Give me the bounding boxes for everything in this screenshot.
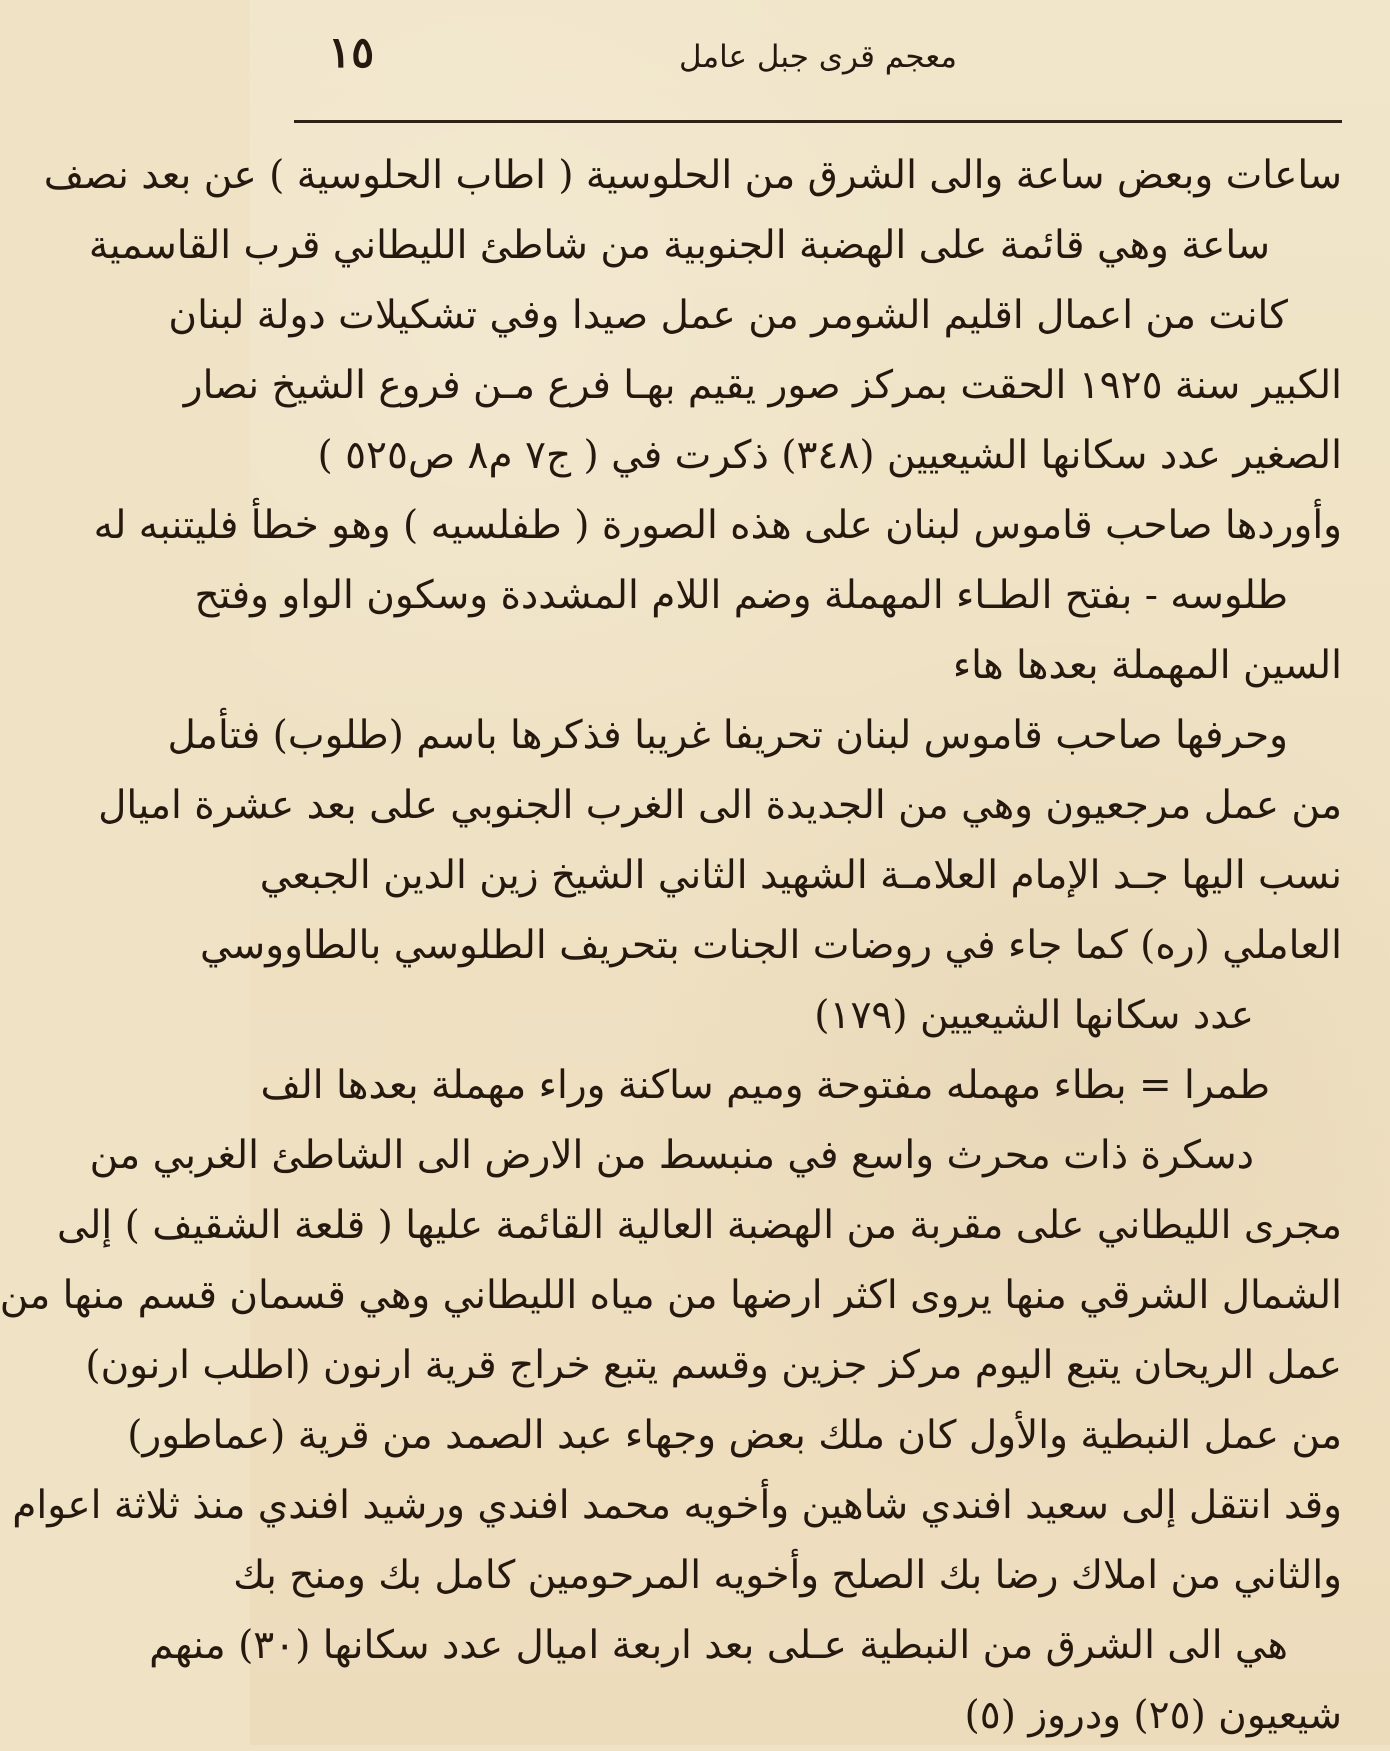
body-text bbox=[0, 141, 1342, 1751]
text-line: عمل الريحان يتبع اليوم مركز جزين وقسم يتبع خراج قرية ارنون (اطلب ارنون) bbox=[85, 1343, 1342, 1388]
text-line: وأوردها صاحب قاموس لبنان على هذه الصورة ( طفلسيه ) وهو خطأ فليتنبه له bbox=[93, 503, 1342, 548]
text-line: من عمل مرجعيون وهي من الجديدة الى الغرب الجنوبي على بعد عشرة اميال bbox=[98, 783, 1342, 828]
text-line: طمرا = بطاء مهمله مفتوحة وميم ساكنة وراء مهملة بعدها الف bbox=[260, 1063, 1270, 1108]
running-title: معجم قرى جبل عامل bbox=[679, 39, 957, 75]
text-line: دسكرة ذات محرث واسع في منبسط من الارض الى الشاطئ الغربي من bbox=[89, 1133, 1254, 1178]
text-line: العاملي (ره) كما جاء في روضات الجنات بتحريف الطلوسي بالطاووسي bbox=[200, 923, 1342, 968]
text-line: ساعات وبعض ساعة والى الشرق من الحلوسية ( اطاب الحلوسية ) عن بعد نصف bbox=[43, 153, 1342, 198]
text-line: السين المهملة بعدها هاء bbox=[952, 643, 1342, 688]
text-line: شيعيون (٢٥) ودروز (٥) bbox=[964, 1693, 1342, 1738]
text-line: ساعة وهي قائمة على الهضبة الجنوبية من شاطئ الليطاني قرب القاسمية bbox=[88, 223, 1270, 268]
text-line: كانت من اعمال اقليم الشومر من عمل صيدا وفي تشكيلات دولة لبنان bbox=[168, 293, 1288, 338]
text-line: وحرفها صاحب قاموس لبنان تحريفا غريبا فذكرها باسم (طلوب) فتأمل bbox=[167, 713, 1288, 758]
text-line: نسب اليها جـد الإمام العلامـة الشهيد الثاني الشيخ زين الدين الجبعي bbox=[259, 853, 1342, 898]
page-header bbox=[294, 28, 1342, 90]
text-line: من عمل النبطية والأول كان ملك بعض وجهاء عبد الصمد من قرية (عماطور) bbox=[127, 1413, 1342, 1458]
text-line: عدد سكانها الشيعيين (١٧٩) bbox=[814, 993, 1254, 1038]
text-line: طلوسه - بفتح الطـاء المهملة وضم اللام المشددة وسكون الواو وفتح bbox=[194, 573, 1288, 618]
page-number: ١٥ bbox=[328, 28, 375, 78]
text-line: والثاني من املاك رضا بك الصلح وأخويه المرحومين كامل بك ومنح بك bbox=[233, 1553, 1342, 1598]
text-line: مجرى الليطاني على مقربة من الهضبة العالية القائمة عليها ( قلعة الشقيف ) إلى bbox=[56, 1203, 1342, 1248]
text-line: الشمال الشرقي منها يروى اكثر ارضها من مياه الليطاني وهي قسمان قسم منها من bbox=[0, 1273, 1342, 1318]
header-rule bbox=[294, 120, 1342, 123]
text-line: هي الى الشرق من النبطية عـلى بعد اربعة اميال عدد سكانها (٣٠) منهم bbox=[149, 1623, 1288, 1668]
text-line: الكبير سنة ١٩٢٥ الحقت بمركز صور يقيم بهـا فرع مـن فروع الشيخ نصار bbox=[183, 363, 1342, 408]
text-line: وقد انتقل إلى سعيد افندي شاهين وأخويه محمد افندي ورشيد افندي منذ ثلاثة اعوام bbox=[12, 1483, 1342, 1528]
text-line: الصغير عدد سكانها الشيعيين (٣٤٨) ذكرت في ( ج٧ م٨ ص٥٢٥ ) bbox=[317, 433, 1342, 478]
